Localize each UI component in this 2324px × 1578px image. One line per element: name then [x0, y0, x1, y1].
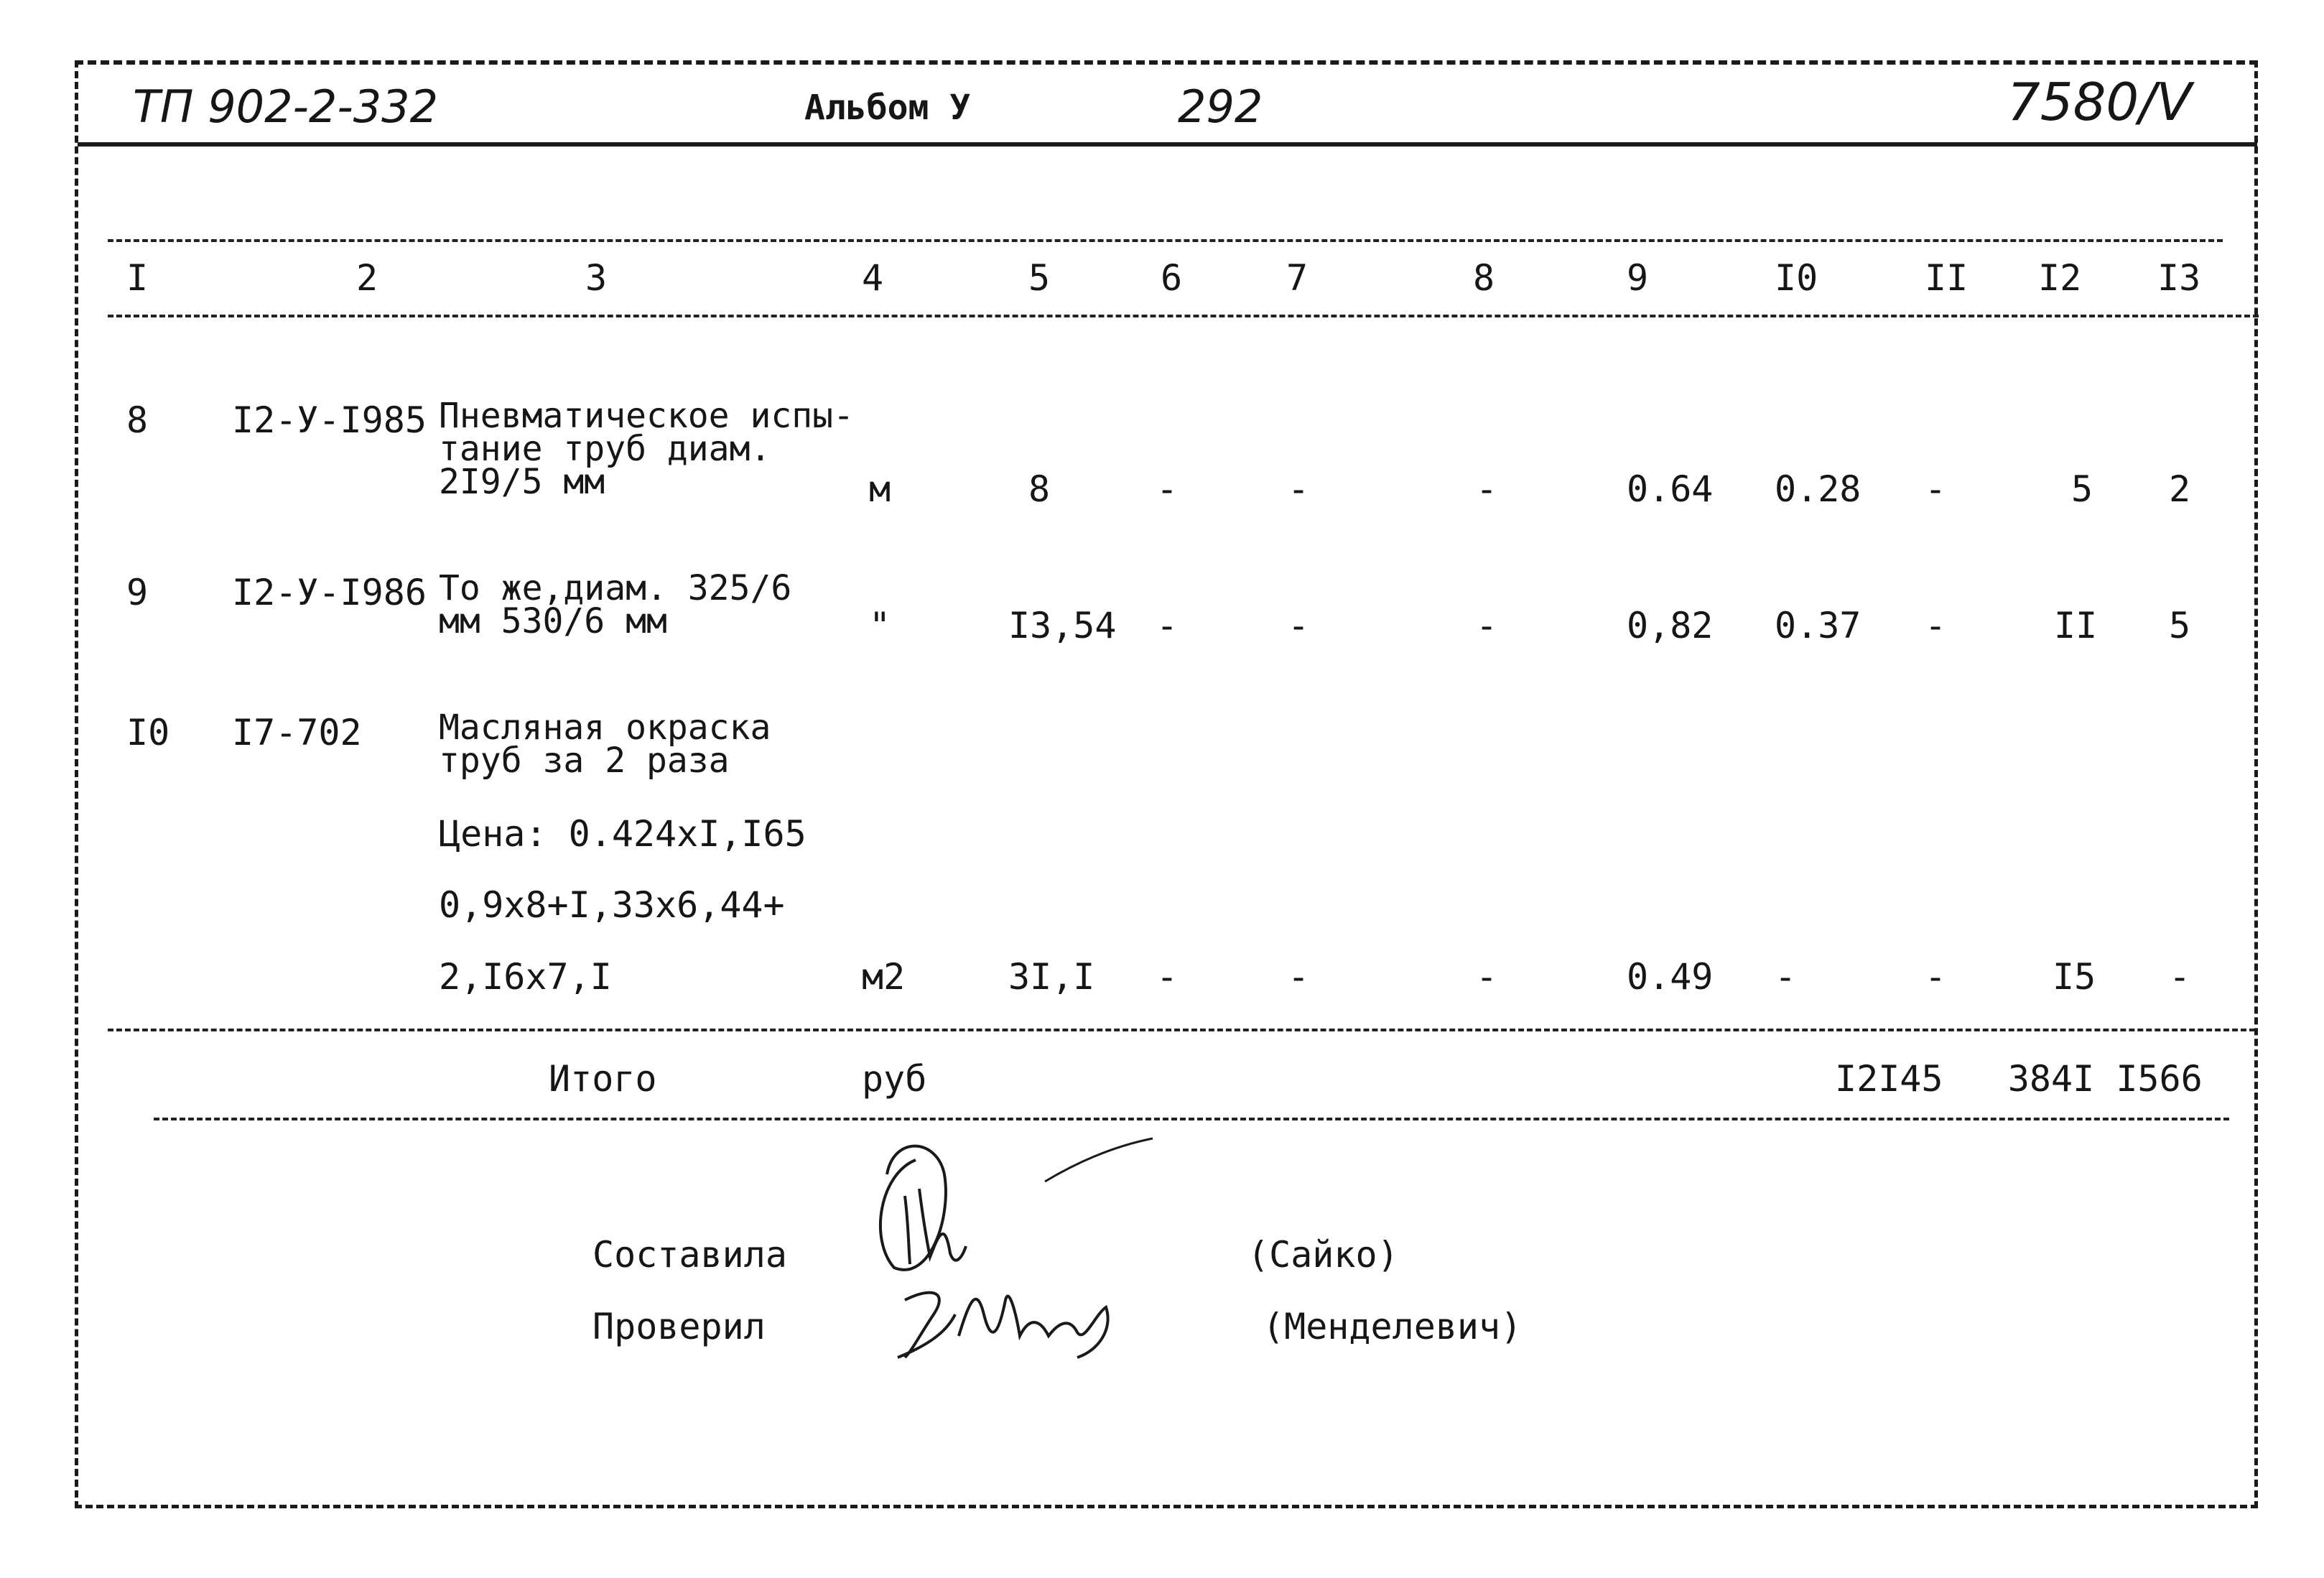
col10-value: 0.28: [1775, 468, 1861, 510]
album-label: Альбом У: [804, 88, 971, 128]
column-number: I: [126, 257, 149, 299]
column-number: 8: [1473, 257, 1495, 299]
price-line: 2,I6х7,I: [439, 956, 612, 998]
column-header-rule-bottom: [108, 315, 2259, 317]
column-number: 6: [1161, 257, 1183, 299]
col10-value: -: [1775, 956, 1797, 998]
col12-value: I5: [2053, 956, 2096, 998]
total-rule-top: [108, 1029, 2255, 1031]
unit: м: [869, 468, 891, 510]
col6-value: -: [1156, 605, 1179, 646]
rate-code: I2-У-I985: [232, 399, 427, 441]
col7-value: -: [1288, 468, 1310, 510]
column-number: 7: [1286, 257, 1309, 299]
column-number: 5: [1028, 257, 1051, 299]
col7-value: -: [1288, 605, 1310, 646]
document-number: 7580/V: [2007, 72, 2192, 132]
rate-code: I7-702: [232, 712, 362, 753]
checked-by-label: Проверил: [592, 1306, 766, 1347]
col12-value: II: [2054, 605, 2098, 646]
column-number: I3: [2157, 257, 2201, 299]
col13-value: 5: [2169, 605, 2191, 646]
page-number: 292: [1178, 80, 1263, 133]
compiler-signature: [865, 1131, 1167, 1275]
total-unit: руб: [862, 1058, 927, 1100]
total-rule-bottom: [154, 1118, 2229, 1120]
col11-value: -: [1925, 468, 1947, 510]
column-number: I2: [2038, 257, 2082, 299]
quantity: 3I,I: [1008, 956, 1095, 998]
column-number: 9: [1627, 257, 1649, 299]
quantity: I3,54: [1008, 605, 1117, 646]
col8-value: -: [1476, 956, 1498, 998]
col10-value: 0.37: [1775, 605, 1861, 646]
col9-value: 0.64: [1627, 468, 1714, 510]
row-number: I0: [126, 712, 170, 753]
row-number: 9: [126, 572, 149, 613]
column-header-rule-top: [108, 239, 2223, 242]
work-description: Масляная окраска труб за 2 раза: [439, 707, 771, 781]
col11-value: -: [1925, 605, 1947, 646]
price-line: Цена: 0.424хI,I65: [439, 813, 807, 855]
quantity: 8: [1028, 468, 1051, 510]
col8-value: -: [1476, 468, 1498, 510]
work-description: Пневматическое испы- тание труб диам. 2I9/5 мм: [439, 396, 854, 502]
price-line: 0,9х8+I,33х6,44+: [439, 884, 785, 926]
checker-signature: [891, 1271, 1135, 1365]
column-number: II: [1925, 257, 1969, 299]
col11-value: -: [1925, 956, 1947, 998]
col7-value: -: [1288, 956, 1310, 998]
row-number: 8: [126, 399, 149, 441]
col9-value: 0.49: [1627, 956, 1714, 998]
col8-value: -: [1476, 605, 1498, 646]
compiled-by-label: Составила: [592, 1234, 787, 1276]
rate-code: I2-У-I986: [232, 572, 427, 613]
column-number: 3: [585, 257, 608, 299]
col9-value: 0,82: [1627, 605, 1714, 646]
total-label: Итого: [549, 1058, 657, 1100]
compiled-by-name: (Сайко): [1247, 1234, 1399, 1276]
project-code: ТП 902-2-332: [133, 80, 439, 133]
work-description: То же,диам. 325/6 мм 530/6 мм: [439, 568, 792, 641]
col12-value: 5: [2071, 468, 2093, 510]
column-number: 4: [862, 257, 884, 299]
col6-value: -: [1156, 956, 1179, 998]
col13-value: -: [2169, 956, 2191, 998]
title-divider: [78, 142, 2257, 147]
column-number: I0: [1775, 257, 1818, 299]
checked-by-name: (Менделевич): [1263, 1306, 1523, 1347]
column-number: 2: [356, 257, 378, 299]
total-values: I2I45 384I I566: [1835, 1058, 2203, 1100]
unit: м2: [862, 956, 906, 998]
col13-value: 2: [2169, 468, 2191, 510]
col6-value: -: [1156, 468, 1179, 510]
unit: ": [869, 605, 891, 646]
